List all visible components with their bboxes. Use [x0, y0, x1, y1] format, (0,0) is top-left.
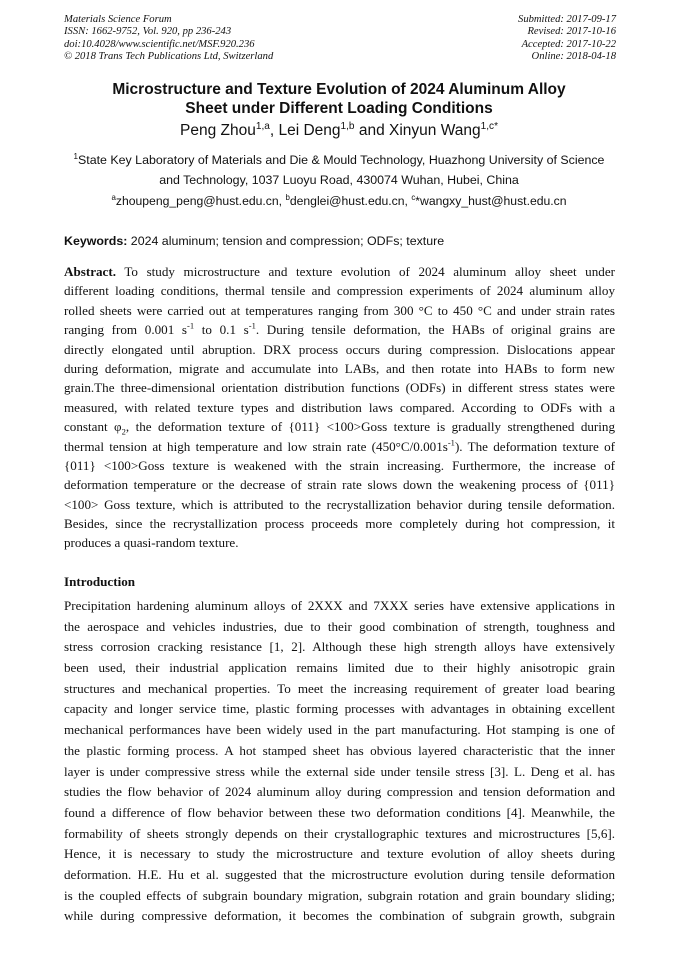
journal-name: Materials Science Forum [64, 14, 172, 25]
abstract [64, 264, 615, 555]
keywords-text: 2024 aluminum; tension and compression; ODFs; texture [127, 234, 445, 248]
text-line [64, 743, 615, 764]
author-name: Lei Deng [278, 122, 341, 139]
text-line [64, 639, 615, 660]
text-line-content [64, 419, 615, 435]
text-run: thermal tension at high temperature and low strain rate (450°C/0.001s [64, 438, 448, 454]
text-run: measured, with related texture types and distribution laws compared. According to ODFs with a [64, 399, 615, 415]
copyright: © 2018 Trans Tech Publications Ltd, Switzerland [64, 51, 274, 63]
text-line [64, 598, 615, 619]
text-line-content [64, 477, 615, 493]
text-run: . During tensile deformation, the HABs of original grains are [255, 322, 616, 338]
text-run: to 0.1 s [194, 322, 249, 338]
text-run: , the deformation texture of {011} <100>Goss texture is gradually strengthened during [125, 419, 615, 435]
text-line-content [64, 516, 615, 532]
keywords [64, 234, 444, 248]
text-line [64, 805, 615, 826]
email-address[interactable]: *wangxy_hust@hust.edu.cn [415, 194, 567, 208]
text-line [64, 477, 615, 496]
text-run: is the coupled effects of subgrain boundary migration, subgrain rotation and grain boundary sliding; [64, 887, 615, 903]
text-line [64, 439, 615, 458]
text-line [64, 619, 615, 640]
text-line-content [64, 264, 615, 280]
online-date: Online: 2018-04-18 [531, 51, 616, 63]
text-line-content [64, 361, 615, 377]
text-line-content [64, 619, 615, 635]
text-run: been used, their industrial application remains limited due to their highly anisotropic grain [64, 660, 615, 676]
email-marker: c [411, 192, 416, 202]
email-address[interactable]: denglei@hust.edu.cn, [289, 194, 412, 208]
text-run: while during compressive deformation, it becomes the combination of subgrain growth, subgrain [64, 908, 615, 924]
text-line-content [64, 283, 615, 299]
text-run: different loading conditions, thermal tensile and compression experiments of 2024 aluminum alloy [64, 283, 615, 299]
text-line [64, 497, 615, 516]
text-line [64, 701, 615, 722]
section-heading-introduction: Introduction [64, 574, 136, 589]
superscript: -1 [447, 437, 455, 448]
text-line [64, 846, 615, 867]
paper-title [0, 81, 678, 118]
superscript: -1 [248, 320, 256, 331]
text-line-content [64, 784, 615, 800]
text-line [64, 535, 615, 554]
text-line-content [64, 681, 615, 697]
text-line-content [64, 805, 615, 821]
text-line [64, 764, 615, 785]
text-line [64, 458, 615, 477]
introduction-body [64, 598, 615, 929]
text-line [64, 419, 615, 438]
text-line-content [64, 764, 615, 780]
revised-date: Revised: 2017-10-16 [527, 26, 616, 38]
author-affiliation-marker: 1,a [255, 120, 270, 132]
text-run: found a difference of flow behavior between these two deformation conditions [4]. Meanwhile, the [64, 804, 615, 820]
text-line-content [64, 342, 615, 358]
text-line [64, 342, 615, 361]
text-line-content [64, 888, 615, 904]
text-line-content [64, 867, 615, 883]
text-run: grain.The three-dimensional orientation distribution functions (ODFs) in different stress states were [64, 380, 615, 396]
text-run: directly elongated until abruption. DRX process occurs during compression. Dislocations appear [64, 341, 615, 357]
text-run: the plastic forming process. A hot stamped sheet has obvious layered characteristic that the inner [64, 742, 615, 758]
text-line [64, 400, 615, 419]
text-line-content [64, 846, 615, 862]
text-run: {011} <100>Goss texture is weakened with the strain increasing. Furthermore, the increase of [64, 457, 615, 473]
text-line [64, 516, 615, 535]
subscript: 2 [121, 426, 126, 437]
text-run: formability of sheets strongly depends on their crystallographic textures and microstructures [5,6]. [64, 825, 615, 841]
text-run: stress corrosion cracking resistance [1, 2]. Although these high strength alloys have extensively [64, 639, 615, 655]
text-line-content [64, 722, 615, 738]
author-affiliation-marker: 1,c* [480, 120, 498, 132]
email-address[interactable]: zhoupeng_peng@hust.edu.cn, [115, 194, 286, 208]
author-affiliation-marker: 1,b [340, 120, 355, 132]
text-run: mechanical performances have been widely used in the part manufacturing. Hot stamping is one of [64, 722, 615, 738]
issn-volume: ISSN: 1662-9752, Vol. 920, pp 236-243 [64, 26, 232, 38]
author-separator: , [269, 122, 279, 139]
text-line-content [64, 826, 615, 842]
text-line-content [64, 908, 615, 924]
text-line-content [64, 303, 615, 319]
author-name: Xinyun Wang [389, 122, 481, 139]
journal-info [64, 14, 273, 64]
text-run: deformation temperature or the decrease of strain rate slows down the weakening process of {011} [64, 477, 615, 493]
text-line-content [64, 322, 615, 338]
text-run: layer is under compressive stress while the external side under tensile stress [3]. L. Deng et al. has [64, 763, 615, 779]
text-run: rolled sheets were carried out at temperatures ranging from 300 °C to 450 °C and under strain rates [64, 302, 615, 318]
affiliation-marker: 1 [73, 151, 79, 161]
text-line-content [64, 400, 615, 416]
text-run: <100> Goss texture, which is attributed to the recrystallization behavior during tensile deformation. [64, 496, 615, 512]
text-run: structures and mechanical properties. To meet the increasing requirement of greater load bearing [64, 680, 615, 696]
text-line [64, 361, 615, 380]
title-line: Sheet under Different Loading Conditions [185, 99, 493, 117]
text-line-content [64, 743, 615, 759]
text-run: the aerospace and vehicles industries, due to their good combination of strength, toughness and [64, 618, 615, 634]
text-run: To study microstructure and texture evolution of 2024 aluminum alloy sheet under [116, 264, 615, 279]
author-separator: and [354, 122, 390, 139]
text-run: constant φ [64, 419, 122, 435]
text-line [64, 722, 615, 743]
affiliation-line: State Key Laboratory of Materials and Die & Mould Technology, Huazhong University of Science [78, 153, 605, 167]
text-run: during deformation, migrate and accumulate into LABs, and then rotate into HABs to form new [64, 360, 615, 376]
text-line-content [64, 598, 615, 614]
submitted-date: Submitted: 2017-09-17 [518, 14, 616, 25]
text-run: capacity and longer service time, plastic forming processes with advantages in obtaining excellent [64, 701, 615, 717]
keywords-label: Keywords: [64, 234, 128, 248]
text-line-content [64, 380, 615, 396]
text-line [64, 303, 615, 322]
text-line [64, 322, 615, 341]
text-line [64, 660, 615, 681]
accepted-date: Accepted: 2017-10-22 [521, 38, 616, 50]
superscript: -1 [187, 320, 195, 331]
authors [0, 122, 678, 140]
dates-info [518, 14, 616, 64]
affiliation [0, 150, 678, 190]
text-line [64, 380, 615, 399]
text-line-content [64, 660, 615, 676]
author-name: Peng Zhou [180, 122, 256, 139]
text-run: Precipitation hardening aluminum alloys of 2XXX and 7XXX series have extensive applications in [64, 598, 615, 613]
title-line: Microstructure and Texture Evolution of 2024 Aluminum Alloy [112, 81, 566, 98]
text-run: Hence, it is necessary to study the microstructure and texture evolution of alloy sheets during [64, 846, 615, 862]
text-line-content [64, 701, 615, 717]
text-run: ranging from 0.001 s [64, 322, 188, 338]
text-run: ). The deformation texture of [454, 438, 615, 454]
text-run: deformation. H.E. Hu et al. suggested that the microstructure evolution during tensile deformation [64, 866, 615, 882]
email-marker: a [111, 192, 116, 202]
text-line [64, 867, 615, 888]
text-line-content [64, 439, 615, 455]
text-run: studies the flow behavior of 2024 aluminum alloy during compression and tension deformation and [64, 784, 615, 800]
text-line-content [64, 535, 615, 551]
text-run: Besides, since the recrystallization process proceeds more completely during hot compression, it [64, 516, 615, 532]
affiliation-line: and Technology, 1037 Luoyu Road, 430074 Wuhan, Hubei, China [159, 173, 519, 187]
text-line-content [64, 639, 615, 655]
text-line [64, 264, 615, 283]
text-run: produces a quasi-random texture. [64, 535, 239, 551]
doi[interactable]: doi:10.4028/www.scientific.net/MSF.920.236 [64, 38, 255, 50]
text-line-content [64, 458, 615, 474]
text-line [64, 784, 615, 805]
text-line-content [64, 497, 615, 513]
text-line [64, 283, 615, 302]
text-line [64, 888, 615, 909]
emails [0, 194, 678, 208]
abstract-label: Abstract. [64, 264, 116, 279]
text-line [64, 826, 615, 847]
text-line [64, 681, 615, 702]
text-line [64, 908, 615, 929]
email-marker: b [285, 192, 290, 202]
